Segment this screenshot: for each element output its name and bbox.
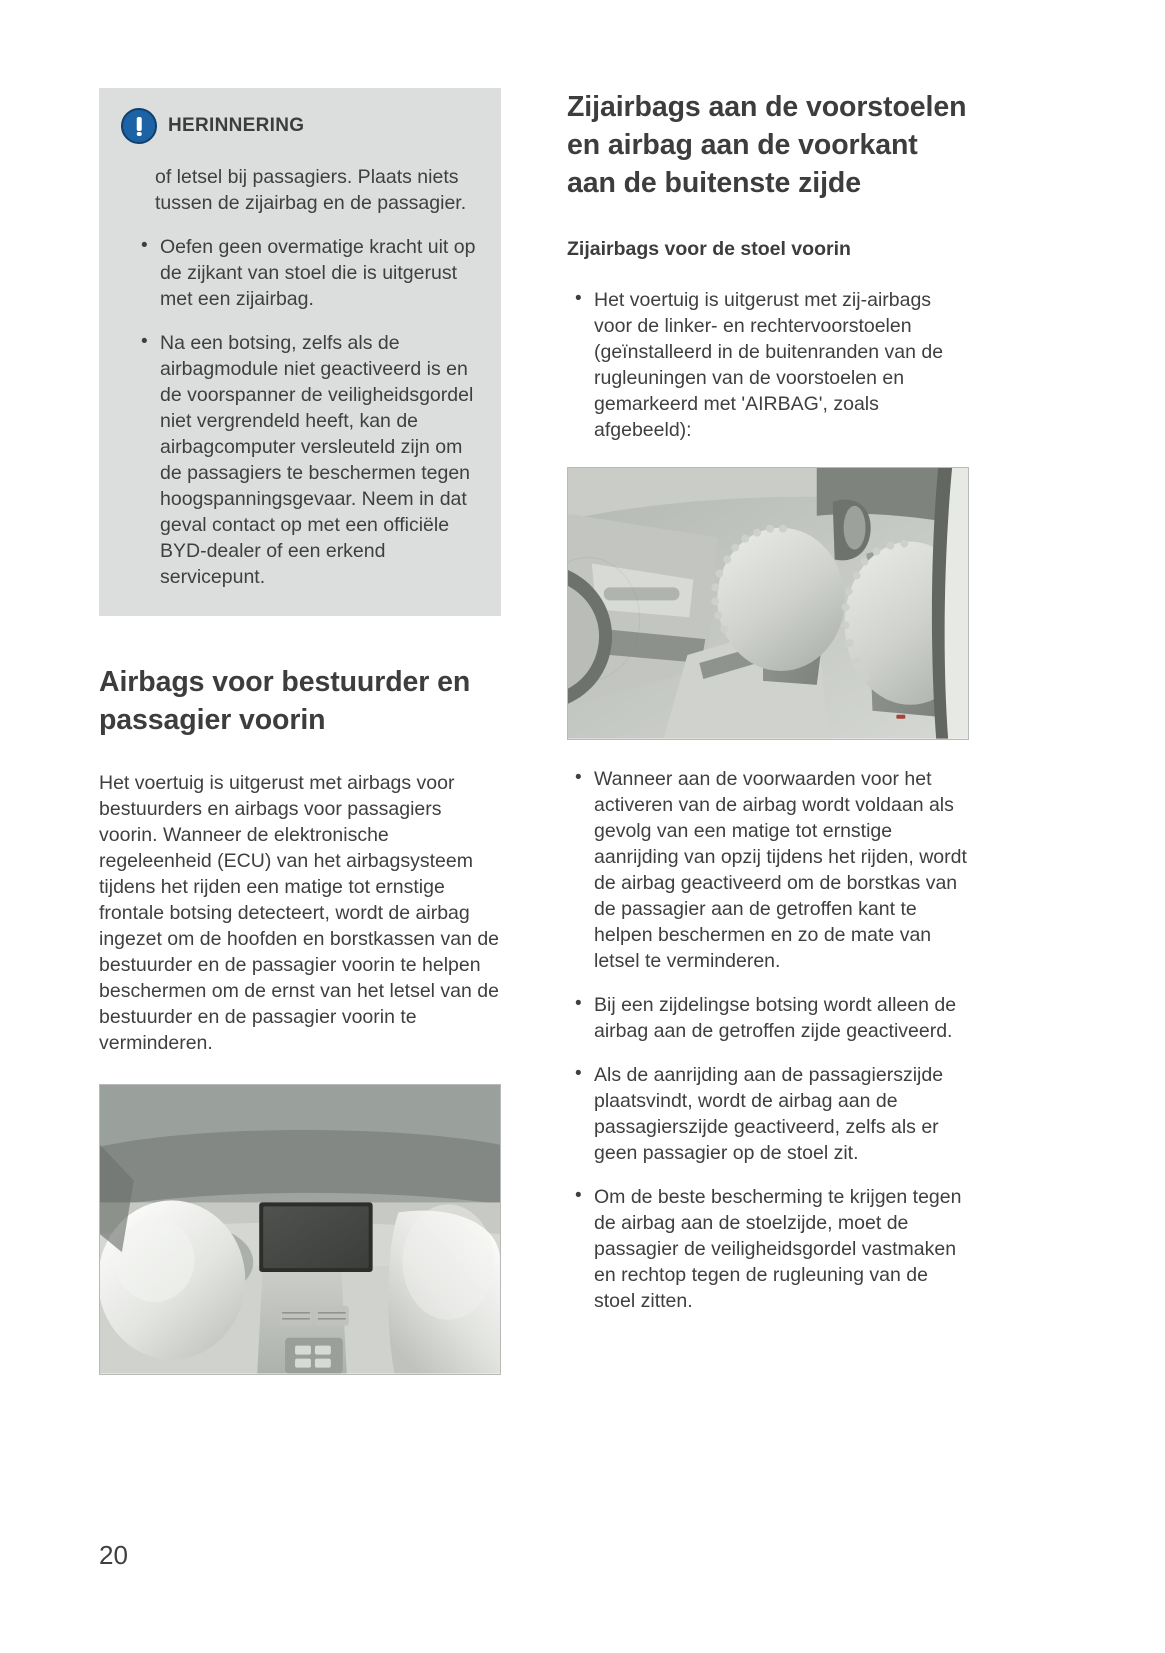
- two-column-layout: [99, 88, 1067, 1375]
- page-title-front-airbags: Airbags voor bestuurder en passagier voorin: [99, 666, 471, 736]
- page-number: 20: [99, 1540, 128, 1570]
- list-item: • Oefen geen overmatige kracht uit op de zijkant van stoel die is uitgerust met een zijairbag.: [133, 234, 479, 312]
- callout-header: [121, 108, 479, 144]
- callout-bullet-list: [133, 234, 479, 590]
- left-column: [99, 88, 501, 1375]
- list-item: • Het voertuig is uitgerust met zij-airbags voor de linker- en rechtervoorstoelen (geïnstalleerd in de buitenranden van de rugleuningen van de voorstoelen en gemarkeerd met 'AIRBAG', zoals afgebeeld):: [567, 287, 969, 443]
- exclamation-circle-icon: [121, 108, 157, 144]
- side-airbag-details-list: [567, 766, 969, 1314]
- callout-continued-paragraph: of letsel bij passagiers. Plaats niets tussen de zijairbag en de passagier.: [155, 166, 467, 214]
- list-item: • Na een botsing, zelfs als de airbagmodule niet geactiveerd is en de voorspanner de veiligheidsgordel niet vergrendeld heeft, kan de airbagcomputer versleuteld zijn om de passagiers te beschermen tegen hoogspanningsgevaar. Neem in dat geval contact op met een officiële BYD-dealer of een erkend servicepunt.: [133, 330, 479, 590]
- dashboard-front-airbags-photo: [99, 1084, 501, 1375]
- callout-title: HERINNERING: [168, 115, 305, 136]
- list-item: • Als de aanrijding aan de passagierszijde plaatsvindt, wordt de airbag aan de passagierszijde geactiveerd, zelfs als er geen passagier op de stoel zit.: [567, 1062, 969, 1166]
- reminder-callout-box: [99, 88, 501, 616]
- subsection-title-front-seat-side-airbags: Zijairbags voor de stoel voorin: [567, 238, 851, 260]
- front-airbags-paragraph: Het voertuig is uitgerust met airbags voor bestuurders en airbags voor passagiers voorin. Wanneer de elektronische regeleenheid (ECU) van het airbagsysteem tijdens het rijden een matige tot ernstige frontale botsing detecteert, wordt de airbag ingezet om de hoofden en borstkassen van de bestuurder en de passagier voorin te helpen beschermen om de ernst van het letsel van de bestuurder en de passagier voorin te verminderen.: [99, 772, 500, 1054]
- front-seat-side-airbags-photo: [567, 467, 969, 740]
- list-item: • Om de beste bescherming te krijgen tegen de airbag aan de stoelzijde, moet de passagier de veiligheidsgordel vastmaken en rechtop tegen de rugleuning van de stoel zitten.: [567, 1184, 969, 1314]
- list-item: • Wanneer aan de voorwaarden voor het activeren van de airbag wordt voldaan als gevolg van een matige tot ernstige aanrijding van opzij tijdens het rijden, wordt de airbag geactiveerd om de borstkas van de passagier aan de getroffen kant te helpen beschermen en zo de mate van letsel te verminderen.: [567, 766, 969, 974]
- right-column: [567, 88, 969, 1314]
- page-title-side-airbags: Zijairbags aan de voorstoelen en airbag aan de voorkant aan de buitenste zijde: [567, 91, 967, 199]
- side-airbag-intro-list: [567, 287, 969, 443]
- list-item: • Bij een zijdelingse botsing wordt alleen de airbag aan de getroffen zijde geactiveerd.: [567, 992, 969, 1044]
